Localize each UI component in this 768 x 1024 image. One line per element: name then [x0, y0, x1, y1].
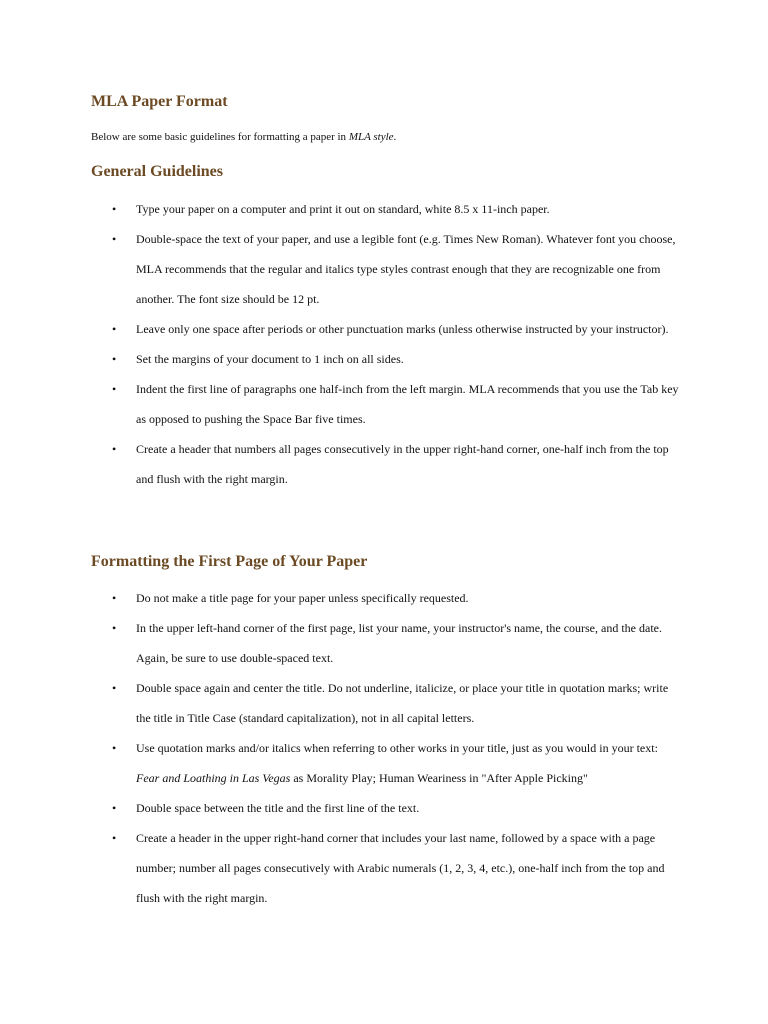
list-item-text: Create a header in the upper right-hand corner that includes your last name, followed by a space with a page number; number all pages consecutively with Arabic numerals (1, 2, 3, 4, etc.), one-half inch from the top and flush with the right margin. — [136, 831, 665, 905]
list-item-text: Double space between the title and the first line of the text. — [136, 801, 420, 815]
general-guidelines-list — [0, 194, 768, 494]
list-item-text: Set the margins of your document to 1 inch on all sides. — [136, 352, 404, 366]
list-item — [0, 314, 681, 344]
list-item-text: Do not make a title page for your paper unless specifically requested. — [136, 591, 469, 605]
bullet-icon: • — [112, 801, 117, 815]
page-title: MLA Paper Format — [91, 93, 228, 110]
list-item — [0, 434, 681, 494]
bullet-icon: • — [112, 232, 117, 246]
intro-emphasis: MLA style — [348, 131, 394, 143]
list-item — [0, 793, 681, 823]
list-item-text: Type your paper on a computer and print it out on standard, white 8.5 x 11-inch paper. — [136, 202, 550, 216]
first-page-heading: Formatting the First Page of Your Paper — [91, 553, 368, 570]
bullet-icon: • — [112, 681, 117, 695]
list-item-text-suffix: as Morality Play; Human Weariness in "After Apple Picking" — [290, 771, 588, 785]
list-item-text: Create a header that numbers all pages consecutively in the upper right-hand corner, one-half inch from the top and flush with the right margin. — [136, 442, 669, 486]
list-item — [0, 344, 681, 374]
bullet-icon: • — [112, 621, 117, 635]
list-item — [0, 673, 681, 733]
list-item-text: Double-space the text of your paper, and use a legible font (e.g. Times New Roman). Whatever font you choose, MLA recommends that the regular and italics type styles contrast enough that they are recognizable one from another. The font size should be 12 pt. — [136, 232, 676, 306]
bullet-icon: • — [112, 831, 117, 845]
list-item-text: In the upper left-hand corner of the first page, list your name, your instructor's name, the course, and the date. Again, be sure to use double-spaced text. — [136, 621, 662, 665]
first-page-list — [0, 583, 768, 913]
list-item — [0, 613, 681, 673]
list-item — [0, 374, 681, 434]
list-item-text-prefix: Use quotation marks and/or italics when referring to other works in your title, just as you would in your text: — [136, 741, 658, 755]
intro-paragraph — [91, 131, 396, 143]
list-item — [0, 194, 681, 224]
bullet-icon: • — [112, 741, 117, 755]
list-item-text: Double space again and center the title. Do not underline, italicize, or place your title in quotation marks; write the title in Title Case (standard capitalization), not in all capital letters. — [136, 681, 669, 725]
bullet-icon: • — [112, 591, 117, 605]
list-item — [0, 823, 681, 913]
intro-suffix: . — [393, 131, 397, 143]
bullet-icon: • — [112, 322, 117, 336]
intro-prefix: Below are some basic guidelines for formatting a paper in — [91, 131, 349, 143]
bullet-icon: • — [112, 352, 117, 366]
list-item-text: Indent the first line of paragraphs one half-inch from the left margin. MLA recommends that you use the Tab key as opposed to pushing the Space Bar five times. — [136, 382, 679, 426]
bullet-icon: • — [112, 382, 117, 396]
list-item — [0, 733, 681, 793]
list-item-text: Leave only one space after periods or other punctuation marks (unless otherwise instructed by your instructor). — [136, 322, 669, 336]
work-title-italic: Fear and Loathing in Las Vegas — [136, 771, 291, 785]
general-guidelines-heading: General Guidelines — [91, 163, 223, 180]
bullet-icon: • — [112, 442, 117, 456]
bullet-icon: • — [112, 202, 117, 216]
list-item — [0, 224, 681, 314]
list-item — [0, 583, 681, 613]
